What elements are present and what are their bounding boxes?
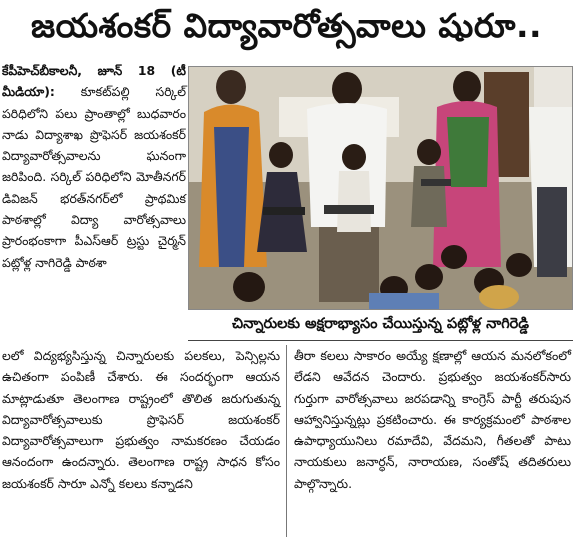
headline: జయశంకర్ విద్యావారోత్సవాలు షురూ..	[30, 5, 543, 45]
article-text-top-left: కూకట్‌పల్లి సర్కిల్ పరిధిలోని పలు ప్రాంతాల్లో బుధవారం నాడు విద్యాశాఖ ప్రొఫెసర్ జయశంకర్ విద్యావారోత్సవాలను ఘనంగా జరిపింది. సర్కిల్ పరిధిలోని మోతీనగర్ డివిజన్ భరత్‌నగర్‌లో ప్రాథమిక పాఠశాల్లో విద్యా వారోత్సవాలు ప్రారంభంకాగా పీఎస్‌ఆర్ ట్రస్టు చైర్మన్ పట్లోళ్ల నాగిరెడ్డి పాఠశా	[2, 84, 186, 270]
photo-caption: చిన్నారులకు అక్షరాభ్యాసం చేయిస్తున్న పట్లోళ్ల నాగిరెడ్డి	[188, 311, 573, 341]
article-column-bottom-left	[2, 345, 287, 537]
article-column-top-left	[2, 60, 186, 273]
article-text-bottom-right: తీరా కలలు సాకారం అయ్యే క్షణాల్లో ఆయన మనలోకంలో లేడని ఆవేదన చెందారు. ప్రభుత్వం జయశంకర్‌సారు గుర్తుగా వారోత్సవాలు జరపడాన్ని కాంగ్రెస్ పార్టీ తరుపున ఆహ్వానిస్తున్నట్లు ప్రకటించారు. ఈ కార్యక్రమంలో పాఠశాల ఉపాధ్యాయునిలు రమాదేవి, వేదమని, గీతలతో పాటు నాయకులు జనార్ధన్, నారాయణ, సంతోష్ తదితరులు పాల్గొన్నారు.	[294, 348, 571, 491]
article-text-bottom-left: లలో విద్యభ్యసిస్తున్న చిన్నారులకు పలకలు, పెన్సిల్లను ఉచితంగా పంపిణీ చేశారు. ఈ సందర్భంగా ఆయన మాట్లాడుతూ తెలంగాణ రాష్ట్రంలో తొలిత జరుగుతున్న విద్యావారోత్సవాలుకు ప్రొఫెసర్ జయశంకర్ విద్యావారోత్సవాలుగా ప్రభుత్వం నామకరణం చేయడం ఆనందంగా ఉందన్నారు. తెలంగాణ రాష్ట్ర సాధన కోసం జయశంకర్ సారూ ఎన్నో కలలు కన్నాడని	[2, 348, 280, 491]
news-photo	[188, 66, 573, 310]
article-column-bottom-right	[294, 345, 571, 494]
dateline: కేపీహెచ్‌బీకాలనీ, జూన్ 18 (టీ మీడియా):	[2, 63, 186, 100]
